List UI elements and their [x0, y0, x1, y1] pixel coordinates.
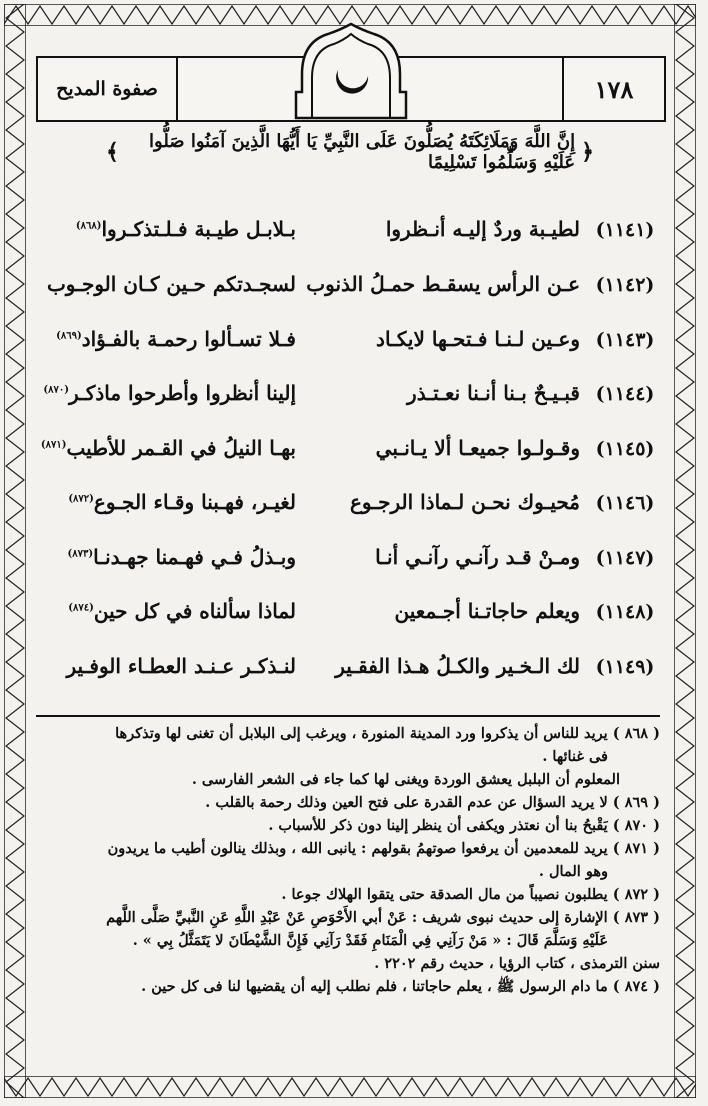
- line-number: (١١٤٢): [595, 274, 655, 296]
- poem-line: [36, 268, 656, 308]
- hemistich-text: بـلابـل طيـبة فـلـتذكـروا: [101, 217, 296, 241]
- hemistich-text: وبـذلُ فـي فهـمنا جهـدنـا: [93, 545, 296, 569]
- book-title: صفوة المديح: [38, 58, 178, 120]
- second-hemistich: [34, 436, 296, 460]
- line-number: (١١٤٤): [595, 383, 655, 405]
- footnote-ref: (٨٧٤): [68, 602, 94, 614]
- first-hemistich: ويعلم حاجاتـنا أجـمعين: [394, 599, 580, 623]
- footnote-number: ( ٨٦٨ ): [612, 725, 660, 742]
- footnote-number: ( ٨٧١ ): [612, 840, 660, 857]
- verse-text: إِنَّ اللَّهَ وَمَلَائِكَتَهُ يُصَلُّونَ عَلَى النَّبِيِّ يَا أَيُّهَا الَّذِينَ آمَنُوا صَلُّوا عَلَيْهِ وَسَلِّمُوا تَسْلِيمًا: [149, 131, 576, 173]
- footnote: [38, 906, 660, 952]
- line-number: (١١٤٨): [595, 601, 655, 623]
- first-hemistich: وقـولـوا جميعـا ألا يـانـبي: [375, 436, 580, 460]
- second-hemistich: [34, 654, 296, 678]
- footnote-extra: سنن الترمذى ، كتاب الرؤيا ، حديث رقم ٢٢٠٢ .: [374, 955, 660, 972]
- poem-line: [36, 432, 656, 472]
- footnote-text: يَقْبحُ بنا أن نعتذر ويكفى أن ينظر إلينا دون ذكر للأسباب .: [268, 817, 608, 834]
- right-border-ornament: [674, 4, 696, 1098]
- page-number: ١٧٨: [562, 58, 664, 120]
- crescent-arch-ornament: [288, 22, 414, 120]
- footnote: [38, 791, 660, 814]
- footnote-number: ( ٨٧٢ ): [612, 886, 660, 903]
- footnote-continuation: عَلَيْهِ وَسَلَّمَ قَالَ : « مَنْ رَآنِي فِي الْمَنَامِ فَقَدْ رَآنِي فَإِنَّ الشَّيْطَانَ لا يَتَمَثَّلُ بِي » .: [132, 932, 608, 949]
- footnote-number: ( ٨٧٤ ): [612, 978, 660, 995]
- hemistich-text: لماذا سألناه في كل حين: [93, 599, 296, 623]
- footnote-ref: (٨٦٨): [75, 220, 102, 232]
- first-hemistich: عـن الرأس يسقـط حمـلُ الذنوب: [306, 272, 580, 296]
- hemistich-text: لنـذكـر عـنـد العطـاء الوفـير: [66, 654, 296, 678]
- first-hemistich: لك الـخـير والكـلُ هـذا الفقـير: [335, 654, 580, 678]
- footnote: [38, 975, 660, 998]
- line-number: (١١٤٩): [595, 656, 655, 678]
- poem-line: [36, 595, 656, 635]
- hemistich-text: بهـا النيلُ في القـمر للأطيب: [66, 436, 296, 460]
- footnote: [38, 883, 660, 906]
- footnote-number: ( ٨٦٩ ): [612, 794, 660, 811]
- left-border-ornament: [4, 4, 26, 1098]
- footnote-ref: (٨٧٠): [43, 384, 69, 396]
- line-number: (١١٤٦): [595, 492, 655, 514]
- footnotes: [38, 722, 660, 998]
- footnote-text: يريد للناس أن يذكروا ورد المدينة المنورة ، ويرغب إلى البلابل أن تغنى لها وتذكرها: [115, 725, 608, 742]
- footnote-ref: (٨٦٩): [56, 330, 82, 342]
- footnote-divider: [36, 715, 660, 717]
- verse-open-bracket: ﴿: [581, 139, 594, 165]
- second-hemistich: [34, 217, 296, 241]
- hemistich-text: إلينا أنظروا وأطرحوا ماذكـر: [68, 381, 296, 405]
- hemistich-text: فـلا تسـألوا رحمـة بالفـؤاد: [81, 327, 296, 351]
- footnote-continuation: فى غنائها .: [542, 748, 608, 765]
- line-number: (١١٤٧): [595, 547, 655, 569]
- line-number: (١١٤٣): [595, 329, 655, 351]
- second-hemistich: [34, 272, 296, 296]
- first-hemistich: وعـين لـنـا فـتحـها لايكـاد: [376, 327, 580, 351]
- footnote-continuation: وهو المال .: [538, 863, 608, 880]
- footnote: [38, 814, 660, 837]
- poem-line: [36, 650, 656, 690]
- first-hemistich: لطيـبة وردٌ إليـه أنـظروا: [385, 217, 580, 241]
- hemistich-text: لسجـدتكم حـين كـان الوجـوب: [46, 272, 296, 296]
- footnote-extra: المعلوم أن البلبل يعشق الوردة ويغنى لها كما جاء فى الشعر الفارسى .: [191, 771, 620, 788]
- second-hemistich: [34, 545, 296, 569]
- footnote-ref: (٨٧١): [40, 439, 67, 451]
- second-hemistich: [34, 381, 296, 405]
- line-number: (١١٤١): [595, 219, 655, 241]
- footnote-text: الإشارة إلى حديث نبوى شريف : عَنْ أبي الأَحْوَصِ عَنْ عَبْدِ اللَّهِ عَنِ النَّبيِّ صَلَّى اللَّهم: [106, 909, 608, 926]
- footnote-ref: (٨٧٢): [68, 493, 94, 505]
- poem-line: [36, 323, 656, 363]
- second-hemistich: [34, 599, 296, 623]
- poem-line: [36, 541, 656, 581]
- footnote-number: ( ٨٧٣ ): [612, 909, 660, 926]
- footnote-number: ( ٨٧٠ ): [612, 817, 660, 834]
- footnote: [38, 722, 660, 768]
- line-number: (١١٤٥): [595, 438, 655, 460]
- second-hemistich: [34, 490, 296, 514]
- quran-verse: [100, 131, 600, 173]
- footnote-ref: (٨٧٣): [67, 548, 94, 560]
- footnote-text: يطلبون نصيباً من مال الصدقة حتى يتقوا الهلاك جوعا .: [281, 886, 608, 903]
- footnote-text: ما دام الرسول ﷺ ، يعلم حاجاتنا ، فلم نطلب إليه أن يقضيها لنا فى كل حين .: [141, 978, 608, 995]
- first-hemistich: ومـنْ قـد رآنـي رآنـي أنـا: [375, 545, 580, 569]
- footnote-text: لا يريد السؤال عن عدم القدرة على فتح العين وذلك رحمة بالقلب .: [205, 794, 608, 811]
- verse-close-bracket: ﴾: [106, 139, 119, 165]
- poem-line: [36, 377, 656, 417]
- hemistich-text: لغيـر، فهـبنا وقـاء الجـوع: [93, 490, 296, 514]
- footnote-text: يريد للمعدمين أن يرفعوا صوتهمُ بقولهم : يانبى الله ، وبذلك ينالون أطيب ما يريدون: [107, 840, 608, 857]
- footnote: [38, 837, 660, 883]
- first-hemistich: قبـيـحٌ بـنا أنـنا نعـتـذر: [407, 381, 580, 405]
- second-hemistich: [34, 327, 296, 351]
- poem-line: [36, 213, 656, 253]
- bottom-border-ornament: [4, 1076, 696, 1098]
- poem-line: [36, 486, 656, 526]
- first-hemistich: مُحيـوك نحـن لـماذا الرجـوع: [349, 490, 580, 514]
